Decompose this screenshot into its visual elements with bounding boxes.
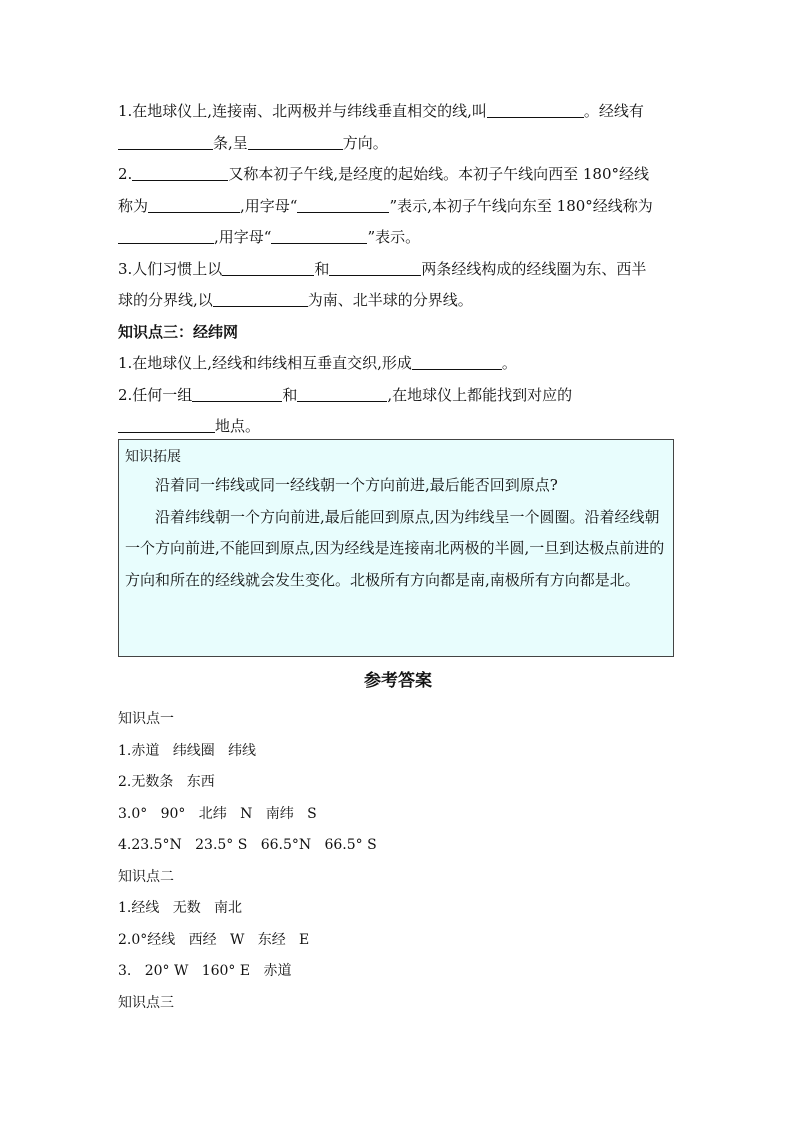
text: ”表示,本初子午线向东至 180°经线称为 <box>389 196 653 215</box>
answer-blank[interactable] <box>132 165 228 181</box>
answer-line: 4.23.5°N 23.5° S 66.5°N 66.5° S <box>118 837 377 853</box>
text: ,在地球仪上都能找到对应的 <box>387 385 573 404</box>
section-heading: 知识点三：经纬网 <box>118 322 239 341</box>
text: 。经线有 <box>583 102 644 120</box>
answer-blank[interactable] <box>118 417 215 433</box>
text: 球的分界线,以 <box>118 291 213 309</box>
text: 。 <box>501 354 517 372</box>
exercise-section <box>118 96 678 443</box>
box-question: 沿着同一纬线或同一经线朝一个方向前进,最后能否回到原点? <box>155 476 558 494</box>
text: 条,呈 <box>213 133 248 152</box>
text: ”表示。 <box>367 228 421 246</box>
question-2-line-3 <box>118 222 678 254</box>
answer-blank[interactable] <box>148 197 240 213</box>
text: 1.在地球仪上,连接南、北两极并与纬线垂直相交的线,叫 <box>118 102 487 120</box>
answer-blank[interactable] <box>297 197 389 213</box>
answer-blank[interactable] <box>271 228 367 244</box>
answer-line: 2.无数条 东西 <box>118 774 215 790</box>
answers-title: 参考答案 <box>364 671 432 691</box>
text: 和 <box>282 385 298 404</box>
answer-blank[interactable] <box>118 134 213 150</box>
reference-answers <box>118 668 678 1019</box>
text: 1.在地球仪上,经线和纬线相互垂直交织,形成 <box>118 354 412 372</box>
question-3-line-2 <box>118 285 678 317</box>
answer-line: 3. 20° W 160° E 赤道 <box>118 963 292 979</box>
section3-question-1 <box>118 348 678 380</box>
section3-question-2-line-1 <box>118 380 678 412</box>
answer-line: 1.赤道 纬线圈 纬线 <box>118 742 257 759</box>
text: 又称本初子午线,是经度的起始线。本初子午线向西至 180°经线 <box>228 165 649 183</box>
question-2-line-1 <box>118 159 678 191</box>
answer-blank[interactable] <box>487 102 584 118</box>
answer-blank[interactable] <box>329 260 421 276</box>
text: 2.任何一组 <box>118 385 193 404</box>
text: 和 <box>314 259 330 278</box>
answer-blank[interactable] <box>248 134 343 150</box>
box-answer: 沿着纬线朝一个方向前进,最后能回到原点,因为纬线呈一个圆圈。沿着经线朝一个方向前进,不能回到原点,因为经线是连接南北两极的半圆,一旦到达极点前进的方向和所在的经线就会发生变化。北极所有方向都是南,南极所有方向都是北。 <box>125 507 665 589</box>
answer-blank[interactable] <box>213 291 308 307</box>
knowledge-extension-box <box>118 439 674 657</box>
text: 为南、北半球的分界线。 <box>307 291 473 309</box>
answer-blank[interactable] <box>297 386 387 402</box>
answer-blank[interactable] <box>222 260 314 276</box>
answer-blank[interactable] <box>118 228 214 244</box>
question-3-line-1 <box>118 254 678 286</box>
text: 两条经线构成的经线圈为东、西半 <box>421 259 647 278</box>
text: 3.人们习惯上以 <box>118 259 223 278</box>
answer-blank[interactable] <box>192 386 282 402</box>
text: 2. <box>118 165 133 183</box>
text: 方向。 <box>342 133 388 152</box>
answer-line: 知识点二 <box>118 868 174 885</box>
question-2-line-2 <box>118 191 678 223</box>
section3-question-2-line-2 <box>118 411 678 443</box>
text: ,用字母“ <box>240 196 298 215</box>
answer-blank[interactable] <box>412 354 502 370</box>
text: 地点。 <box>215 417 261 435</box>
text: ,用字母“ <box>214 228 272 246</box>
text: 称为 <box>118 196 149 215</box>
answer-line: 知识点一 <box>118 711 174 727</box>
box-title: 知识拓展 <box>125 449 181 465</box>
question-1-line-2 <box>118 128 678 160</box>
answer-line: 知识点三 <box>118 994 174 1011</box>
answer-line: 2.0°经线 西经 W 东经 E <box>118 931 310 948</box>
answer-line: 1.经线 无数 南北 <box>118 900 243 916</box>
answer-line: 3.0° 90° 北纬 N 南纬 S <box>118 805 317 822</box>
question-1-line-1 <box>118 96 678 128</box>
